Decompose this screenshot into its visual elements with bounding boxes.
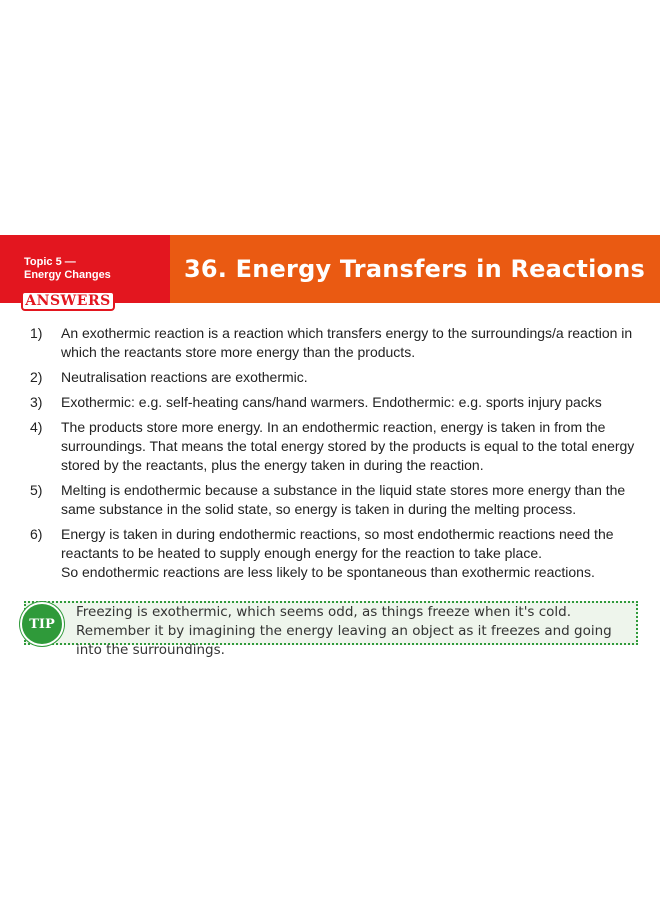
tip-text: Freezing is exothermic, which seems odd, as things freeze when it's cold. Remember it by imagining the energy leaving an object as it freezes and going into the surroundings. <box>76 604 612 658</box>
answer-number: 4) <box>30 419 43 435</box>
answer-line: Neutralisation reactions are exothermic. <box>61 369 308 385</box>
answers-badge: ANSWERS <box>21 291 115 311</box>
answer-line: Energy is taken in during endothermic reactions, so most endothermic reactions need the reactants to be heated to supply enough energy for the reaction to take place. <box>61 526 614 561</box>
answer-item <box>30 368 642 387</box>
topic-number: Topic 5 — <box>24 256 76 268</box>
topic-name: Energy Changes <box>24 269 111 281</box>
page-title: 36. Energy Transfers in Reactions <box>184 255 645 283</box>
answer-item <box>30 324 642 362</box>
answer-line: So endothermic reactions are less likely to be spontaneous than exothermic reactions. <box>61 564 595 580</box>
answer-number: 1) <box>30 325 43 341</box>
answer-text <box>61 324 642 362</box>
answer-line: Exothermic: e.g. self-heating cans/hand warmers. Endothermic: e.g. sports injury packs <box>61 394 602 410</box>
page-header <box>0 235 660 309</box>
answer-number: 3) <box>30 394 43 410</box>
answer-text <box>61 525 642 582</box>
answer-line: An exothermic reaction is a reaction which transfers energy to the surroundings/a reaction in which the reactants store more energy than the products. <box>61 325 633 360</box>
answer-item <box>30 418 642 475</box>
answer-item <box>30 525 642 582</box>
answer-text <box>61 368 642 387</box>
answer-text <box>61 418 642 475</box>
answer-number: 6) <box>30 526 43 542</box>
answer-text <box>61 481 642 519</box>
answer-line: The products store more energy. In an endothermic reaction, energy is taken in from the surroundings. That means the total energy stored by the products is equal to the total energy stored by the reactants, plus the energy taken in during the reaction. <box>61 419 635 473</box>
answer-number: 5) <box>30 482 43 498</box>
tip-icon: TIP <box>20 602 64 646</box>
topic-label <box>24 256 111 282</box>
answer-item <box>30 481 642 519</box>
answer-text <box>61 393 642 412</box>
answer-line: Melting is endothermic because a substance in the liquid state stores more energy than the same substance in the solid state, so energy is taken in during the melting process. <box>61 482 626 517</box>
title-box <box>170 235 660 303</box>
answer-item <box>30 393 642 412</box>
answer-number: 2) <box>30 369 43 385</box>
answers-list <box>30 324 642 588</box>
